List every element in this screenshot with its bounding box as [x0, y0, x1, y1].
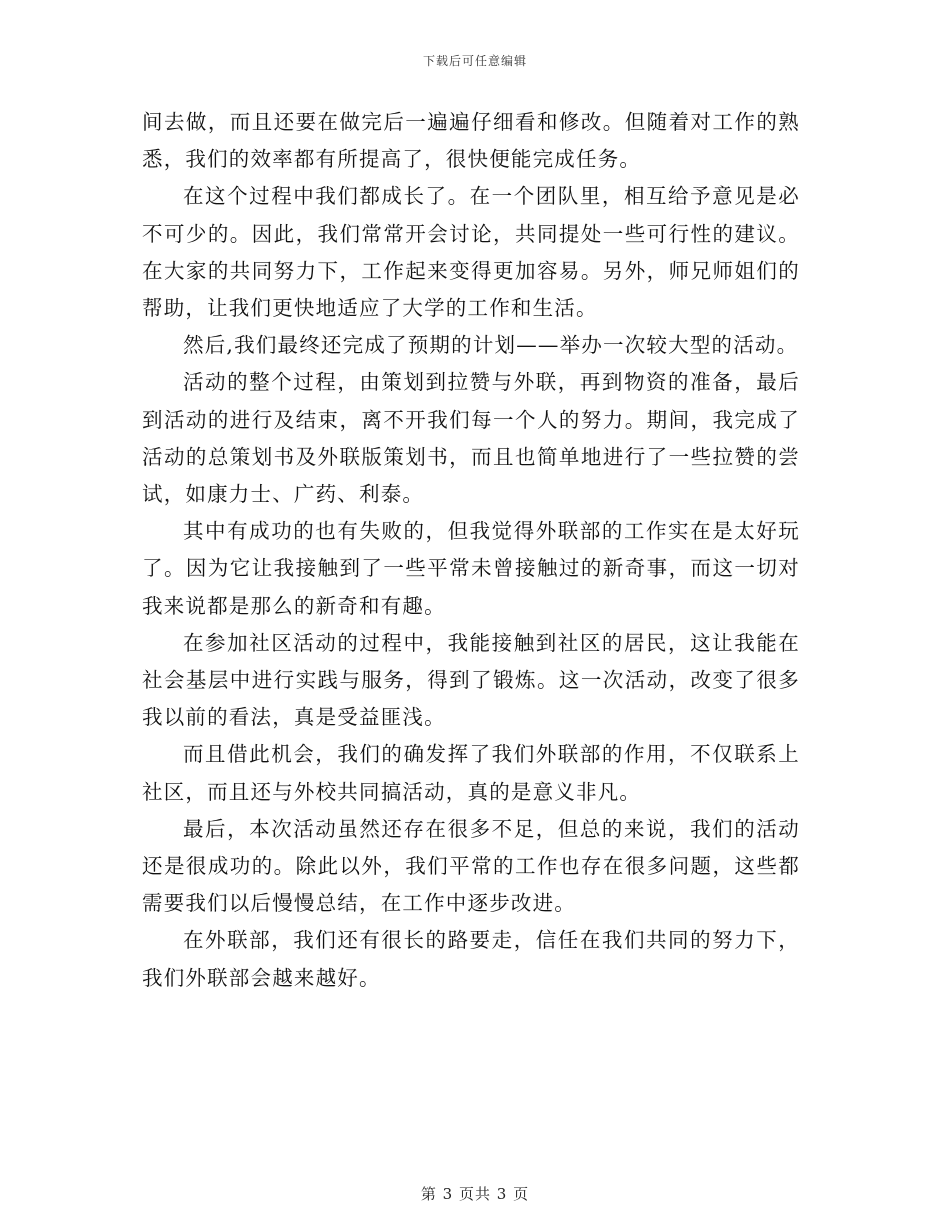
- paragraph: 在参加社区活动的过程中，我能接触到社区的居民，这让我能在社会基层中进行实践与服务，得到了锻炼。这一次活动，改变了很多我以前的看法，真是受益匪浅。: [142, 630, 800, 730]
- paragraph: 而且借此机会，我们的确发挥了我们外联部的作用，不仅联系上社区，而且还与外校共同搞活动，真的是意义非凡。: [142, 742, 800, 804]
- paragraph: 然后,我们最终还完成了预期的计划——举办一次较大型的活动。: [183, 333, 799, 358]
- document-body: [142, 104, 800, 997]
- paragraph: 最后，本次活动虽然还存在很多不足，但总的来说，我们的活动还是很成功的。除此以外，我们平常的工作也存在很多问题，这些都需要我们以后慢慢总结，在工作中逐步改进。: [142, 816, 800, 916]
- paragraph: 其中有成功的也有失败的，但我觉得外联部的工作实在是太好玩了。因为它让我接触到了一些平常未曾接触过的新奇事，而这一切对我来说都是那么的新奇和有趣。: [142, 519, 800, 618]
- paragraph: 在外联部，我们还有很长的路要走，信任在我们共同的努力下，我们外联部会越来越好。: [142, 928, 800, 990]
- page-footer: 第 3 页共 3 页: [420, 1185, 530, 1203]
- paragraph: 间去做，而且还要在做完后一遍遍仔细看和修改。但随着对工作的熟悉，我们的效率都有所提高了，很快便能完成任务。: [142, 110, 800, 172]
- paragraph: 在这个过程中我们都成长了。在一个团队里，相互给予意见是必不可少的。因此，我们常常开会讨论，共同提处一些可行性的建议。在大家的共同努力下，工作起来变得更加容易。另外，师兄师姐们的帮助，让我们更快地适应了大学的工作和生活。: [142, 184, 800, 321]
- paragraph: 活动的整个过程，由策划到拉赞与外联，再到物资的准备，最后到活动的进行及结束，离不开我们每一个人的努力。期间，我完成了活动的总策划书及外联版策划书，而且也简单地进行了一些拉赞的尝试，如康力士、广药、利泰。: [142, 370, 800, 507]
- page-header: 下载后可任意编辑: [422, 54, 527, 68]
